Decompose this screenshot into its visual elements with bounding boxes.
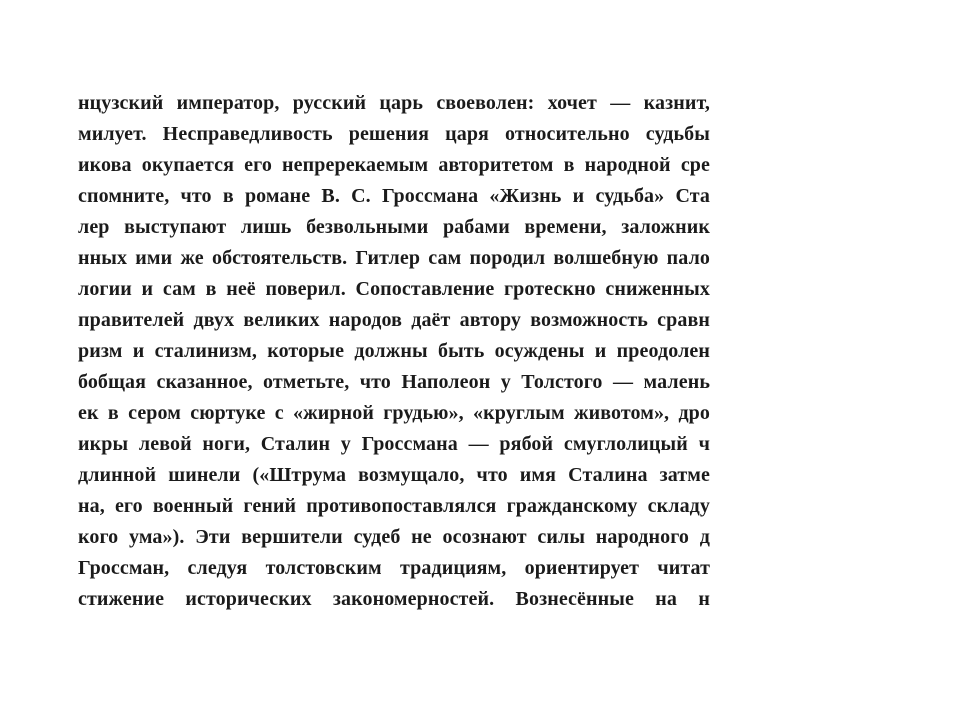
text-line-10: бобщая сказанное, отметьте, что Наполеон у Толстого — малень xyxy=(78,371,710,393)
text-line-13: длинной шинели («Штрума возмущало, что имя Сталина затме xyxy=(78,464,710,486)
text-line-3: икова окупается его непререкаемым авторитетом в народной сре xyxy=(78,154,710,176)
text-line-16: Гроссман, следуя толстовским традициям, ориентирует читат xyxy=(78,557,710,579)
scanned-text-block xyxy=(78,88,710,628)
text-line-9: ризм и сталинизм, которые должны быть осуждены и преодолен xyxy=(78,340,710,362)
text-line-12: икры левой ноги, Сталин у Гроссмана — рябой смуглолицый ч xyxy=(78,433,710,455)
text-line-2: милует. Несправедливость решения царя относительно судьбы xyxy=(78,123,710,145)
text-line-8: правителей двух великих народов даёт автору возможность сравн xyxy=(78,309,710,331)
text-line-17: стижение исторических закономерностей. Вознесённые на н xyxy=(78,588,710,610)
text-line-14: на, его военный гений противопоставлялся гражданскому складу xyxy=(78,495,710,517)
text-line-11: ек в сером сюртуке с «жирной грудью», «круглым животом», дро xyxy=(78,402,710,424)
text-line-5: лер выступают лишь безвольными рабами времени, заложник xyxy=(78,216,710,238)
text-line-7: логии и сам в неё поверил. Сопоставление гротескно сниженных xyxy=(78,278,710,300)
text-line-1: нцузский император, русский царь своеволен: хочет — казнит, xyxy=(78,92,710,114)
text-line-6: нных ими же обстоятельств. Гитлер сам породил волшебную пало xyxy=(78,247,710,269)
text-line-15: кого ума»). Эти вершители судеб не осознают силы народного д xyxy=(78,526,710,548)
text-line-4: спомните, что в романе В. С. Гроссмана «Жизнь и судьба» Ста xyxy=(78,185,710,207)
